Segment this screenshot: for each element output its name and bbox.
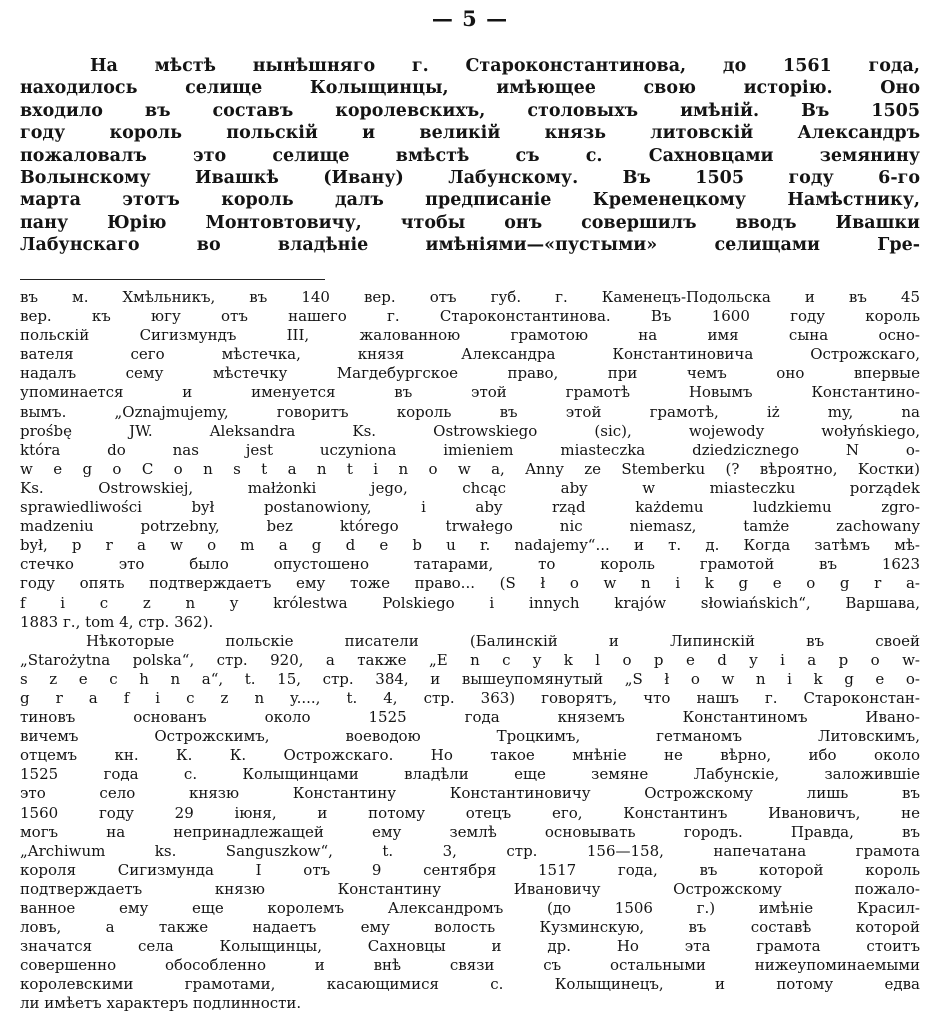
main-line: входило въ составъ королевскихъ, столовыхъ имѣній. Въ 1505 (20, 100, 920, 121)
note-line: стечко это было опустошено татарами, то король грамотой въ 1623 (20, 555, 920, 574)
note-line: ловъ, а также надаетъ ему волость Кузминскую, въ составѣ которой (20, 918, 920, 937)
main-line: На мѣстѣ нынѣшняго г. Староконстантинова, до 1561 года, (90, 56, 920, 76)
main-line: находилось селище Колыщинцы, имѣющее свою исторію. Оно (20, 78, 920, 99)
note-line: „Starożytna polska“, стр. 920, а также „E n c y k l o p e d y i a p o w- (20, 650, 920, 669)
note-line: отцемъ кн. К. К. Острожскаго. Но такое мнѣніе не вѣрно, ибо около (20, 746, 920, 765)
note-line: польскій Сигизмундъ III, жалованною грамотою на имя сына осно- (20, 326, 920, 345)
note-line: w e g o C o n s t a n t i n o w a, Anny ze Stemberku (? вѣроятно, Kостки) (20, 459, 920, 478)
note-line: ванное ему еще королемъ Александромъ (до 1506 г.) имѣніе Красил- (20, 899, 920, 917)
footnote-divider (20, 279, 325, 280)
note-line: вер. къ югу отъ нашего г. Староконстантинова. Въ 1600 году король (20, 307, 920, 326)
note-line: s z e c h n a“, t. 15, стр. 384, и вышеупомянутый „S ł o w n i k g e o- (20, 669, 920, 688)
note-line: madzeniu potrzebny, bez którego trwałego nic niemasz, tamże zachowany (20, 517, 920, 536)
note-line: 1883 г., tom 4, стр. 362). (20, 612, 214, 631)
main-line: году король польскій и великій князь литовскій Александръ (20, 123, 920, 144)
note-line: вичемъ Острожскимъ, воеводою Троцкимъ, гетманомъ Литовскимъ, (20, 727, 920, 746)
note-line: короля Сигизмунда I отъ 9 сентября 1517 года, въ которой король (20, 860, 920, 879)
note-line: надалъ сему мѣстечку Магдебургское право, при чемъ оно впервые (20, 364, 920, 383)
main-text (20, 55, 920, 257)
note-line: вателя сего мѣстечка, князя Александра Константиновича Острожскаго, (20, 345, 920, 364)
note-line: году опять подтверждаетъ ему тоже право... (S ł o w n i k g e o g r a- (20, 574, 920, 593)
footnote-text (20, 288, 920, 1014)
note-line: był, p r a w o m a g d e b u r. nadajemy“... и т. д. Когда затѣмъ мѣ- (20, 536, 920, 555)
note-line: prośbę JW. Aleksandra Ks. Ostrowskiego (sic), wojewody wołyńskiego, (20, 421, 920, 440)
note-line: f i c z n y królestwa Polskiego i innych krajów słowiańskich“, Варшава, (20, 593, 920, 612)
note-line: въ м. Хмѣльникъ, въ 140 вер. отъ губ. г. Каменецъ-Подольска и въ 45 (20, 288, 920, 306)
note-line: совершенно обособленно и внѣ связи съ остальными нижеупоминаемыми (20, 956, 920, 975)
note-line: подтверждаетъ князю Константину Ивановичу Острожскому пожало- (20, 879, 920, 898)
main-line: марта этотъ король далъ предписаніе Кременецкому Намѣстнику, (20, 190, 920, 211)
note-line: sprawiedliwości był postanowiony, i aby rząd każdemu ludzkiemu zgro- (20, 498, 920, 517)
main-line: Волынскому Ивашкѣ (Ивану) Лабунскому. Въ 1505 году 6-го (20, 167, 920, 188)
note-line: „Archiwum ks. Sanguszkow“, t. 3, стр. 156—158, напечатана грамота (20, 841, 920, 860)
note-line: значатся села Колыщинцы, Сахновцы и др. Но эта грамота стоитъ (20, 937, 920, 956)
main-line: Лабунскаго во владѣніе имѣніями—«пустыми» селищами Гре- (20, 235, 920, 256)
note-line: Ks. Ostrowskiej, małżonki jego, chcąc aby w miasteczku porządek (20, 478, 920, 497)
main-line: пожаловалъ это селище вмѣстѣ съ с. Сахновцами земянину (20, 145, 920, 166)
note-line: могъ на непринадлежащей ему землѣ основывать городъ. Правда, въ (20, 822, 920, 841)
note-line: która do nas jest uczyniona imieniem miasteczka dziedzicznego N o- (20, 440, 920, 459)
main-line: пану Юрію Монтовтовичу, чтобы онъ совершилъ вводъ Ивашки (20, 212, 920, 233)
note-line: вымъ. „Oznajmujemy, говоритъ король въ этой грамотѣ, iż my, na (20, 402, 920, 421)
note-line: g r a f i c z n y...., t. 4, стр. 363) говорятъ, что нашъ г. Староконстан- (20, 688, 920, 707)
note-line: ли имѣетъ характеръ подлинности. (20, 994, 302, 1013)
note-line: Нѣкоторые польскіе писатели (Балинскій и Липинскій въ своей (86, 631, 920, 650)
note-line: тиновъ основанъ около 1525 года княземъ Константиномъ Ивано- (20, 708, 920, 727)
note-line: королевскими грамотами, касающимися с. Колыщинецъ, и потому едва (20, 975, 920, 994)
note-line: это село князю Константину Константиновичу Острожскому лишь въ (20, 784, 920, 803)
note-line: упоминается и именуется въ этой грамотѣ Новымъ Константино- (20, 383, 920, 402)
note-line: 1560 году 29 іюня, и потому отецъ его, Константинъ Ивановичъ, не (20, 803, 920, 822)
page-number: — 5 — (431, 6, 509, 31)
note-line: 1525 года с. Колыщинцами владѣли еще земяне Лабунскіе, заложившіе (20, 765, 920, 784)
